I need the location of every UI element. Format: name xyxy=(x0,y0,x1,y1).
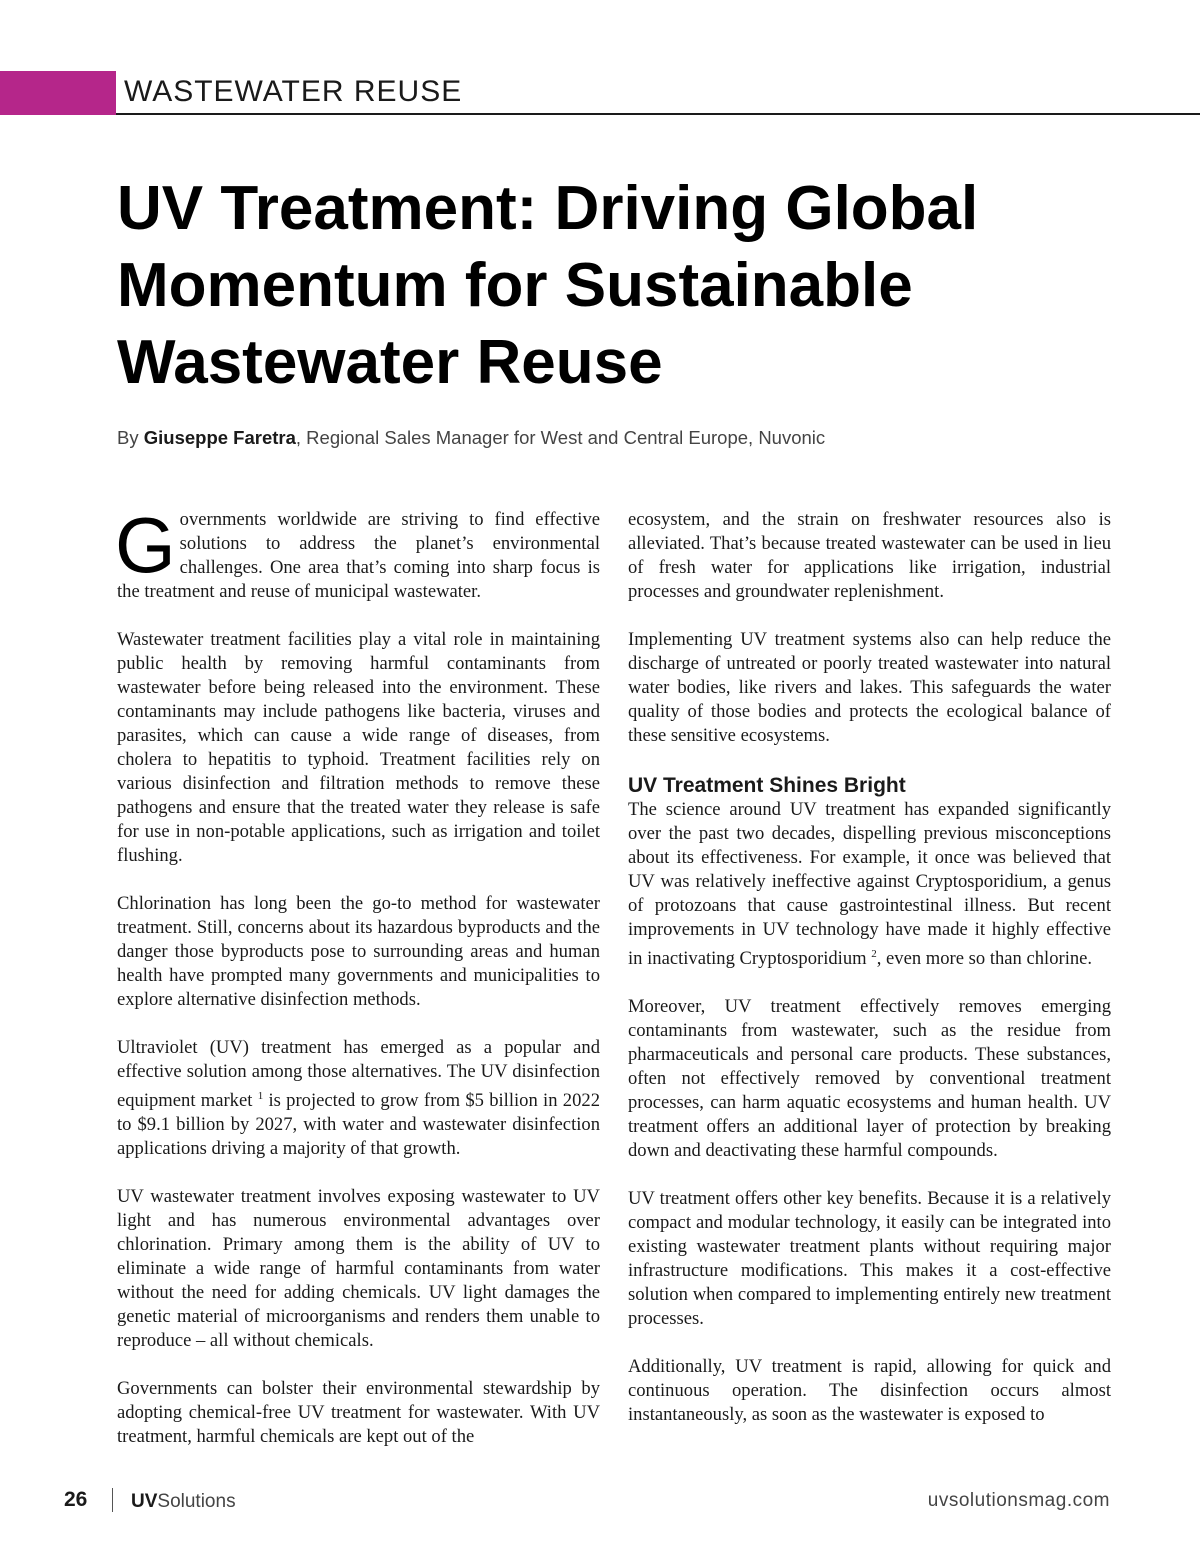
paragraph: Additionally, UV treatment is rapid, allowing for quick and continuous operation. The disinfection occurs almost instantaneously, as soon as the wastewater is exposed to xyxy=(628,1356,1111,1425)
paragraph-text: overnments worldwide are striving to find effective solutions to address the planet’s environmental challenges. One area that’s coming into sharp focus is the treatment and reuse of municipal wastewater. xyxy=(117,509,600,602)
footnote-ref: 1 xyxy=(257,1090,264,1102)
subheading: UV Treatment Shines Bright xyxy=(628,774,906,797)
paragraph-text: Ultraviolet (UV) treatment has emerged as a popular and effective solution among those alternatives. The UV disinfection equipment market xyxy=(117,1037,600,1111)
footnote-ref: 2 xyxy=(871,948,877,960)
byline-author: Giuseppe Faretra xyxy=(143,427,296,448)
paragraph-text: , even more so than chlorine. xyxy=(876,948,1093,969)
paragraph: Moreover, UV treatment effectively removes emerging contaminants from wastewater, such as the residue from pharmaceuticals and personal care products. These substances, often not effectively removed by conventional treatment processes, can harm aquatic ecosystems and human health. UV treatment offers an additional layer of protection by breaking down and deactivating these harmful compounds. xyxy=(628,996,1111,1161)
paragraph-text: The science around UV treatment has expanded significantly over the past two decades, dispelling previous misconceptions about its effectiveness. For example, it once was believed that UV was relatively ineffective against Cryptosporidium, a genus of protozoans that cause gastrointestinal illness. But recent improvements in UV technology have made it highly effective in inactivating Cryptosporidium xyxy=(628,799,1111,969)
section-label: WASTEWATER REUSE xyxy=(124,75,463,108)
paragraph: Implementing UV treatment systems also can help reduce the discharge of untreated or poorly treated wastewater into natural water bodies, like rivers and lakes. This safeguards the water quality of those bodies and protects the ecological balance of these sensitive ecosystems. xyxy=(628,629,1111,746)
paragraph: ecosystem, and the strain on freshwater resources also is alleviated. That’s because treated wastewater can be used in lieu of fresh water for applications like irrigation, industrial processes and groundwater replenishment. xyxy=(628,509,1111,602)
paragraph: Governments can bolster their environmental stewardship by adopting chemical-free UV treatment for wastewater. With UV treatment, harmful chemicals are kept out of the xyxy=(117,1378,600,1447)
brand-bold: UV xyxy=(131,1491,158,1512)
brand-rest: Solutions xyxy=(157,1491,236,1512)
drop-cap: G xyxy=(115,501,176,589)
title-line-2: Momentum for Sustainable xyxy=(117,251,913,320)
paragraph: Chlorination has long been the go-to method for wastewater treatment. Still, concerns about its hazardous byproducts and the danger those byproducts pose to surrounding areas and human health have prompted many governments and municipalities to explore alternative disinfection methods. xyxy=(117,893,600,1010)
paragraph xyxy=(628,798,1111,971)
publication-name xyxy=(131,1491,236,1513)
section-color-bar xyxy=(0,71,116,115)
page-number: 26 xyxy=(64,1488,88,1511)
left-column xyxy=(115,501,600,1473)
paragraph xyxy=(117,1036,600,1161)
right-column xyxy=(628,508,1111,1451)
paragraph: UV wastewater treatment involves exposing wastewater to UV light and has numerous environmental advantages over chlorination. Primary among them is the ability of UV to eliminate a wide range of harmful contaminants from water without the need for adding chemicals. UV light damages the genetic material of microorganisms and renders them unable to reproduce – all without chemicals. xyxy=(117,1186,600,1351)
paragraph xyxy=(115,501,600,604)
title-line-1: UV Treatment: Driving Global xyxy=(117,174,979,243)
byline-prefix: By xyxy=(117,427,144,448)
title-line-3: Wastewater Reuse xyxy=(117,328,663,397)
byline xyxy=(117,427,825,449)
article-title xyxy=(117,170,1117,401)
header-rule xyxy=(116,113,1200,115)
paragraph-text: is projected to grow from $5 billion in 2022 to $9.1 billion by 2027, with water and wastewater disinfection applications driving a majority of that growth. xyxy=(117,1090,600,1159)
footer-divider xyxy=(112,1488,113,1512)
paragraph: UV treatment offers other key benefits. Because it is a relatively compact and modular technology, it easily can be integrated into existing wastewater treatment plants without requiring major infrastructure modifications. This makes it a cost-effective solution when compared to implementing entirely new treatment processes. xyxy=(628,1188,1111,1329)
byline-role: , Regional Sales Manager for West and Central Europe, Nuvonic xyxy=(295,427,826,448)
paragraph: Wastewater treatment facilities play a vital role in maintaining public health by removing harmful contaminants from wastewater before being released into the environment. These contaminants may include pathogens like bacteria, viruses and parasites, which can cause a wide range of diseases, from cholera to hepatitis to typhoid. Treatment facilities rely on various disinfection and filtration methods to remove these pathogens and ensure that the treated water they release is safe for use in non-potable applications, such as irrigation and toilet flushing. xyxy=(117,629,600,866)
publication-url: uvsolutionsmag.com xyxy=(927,1490,1110,1511)
